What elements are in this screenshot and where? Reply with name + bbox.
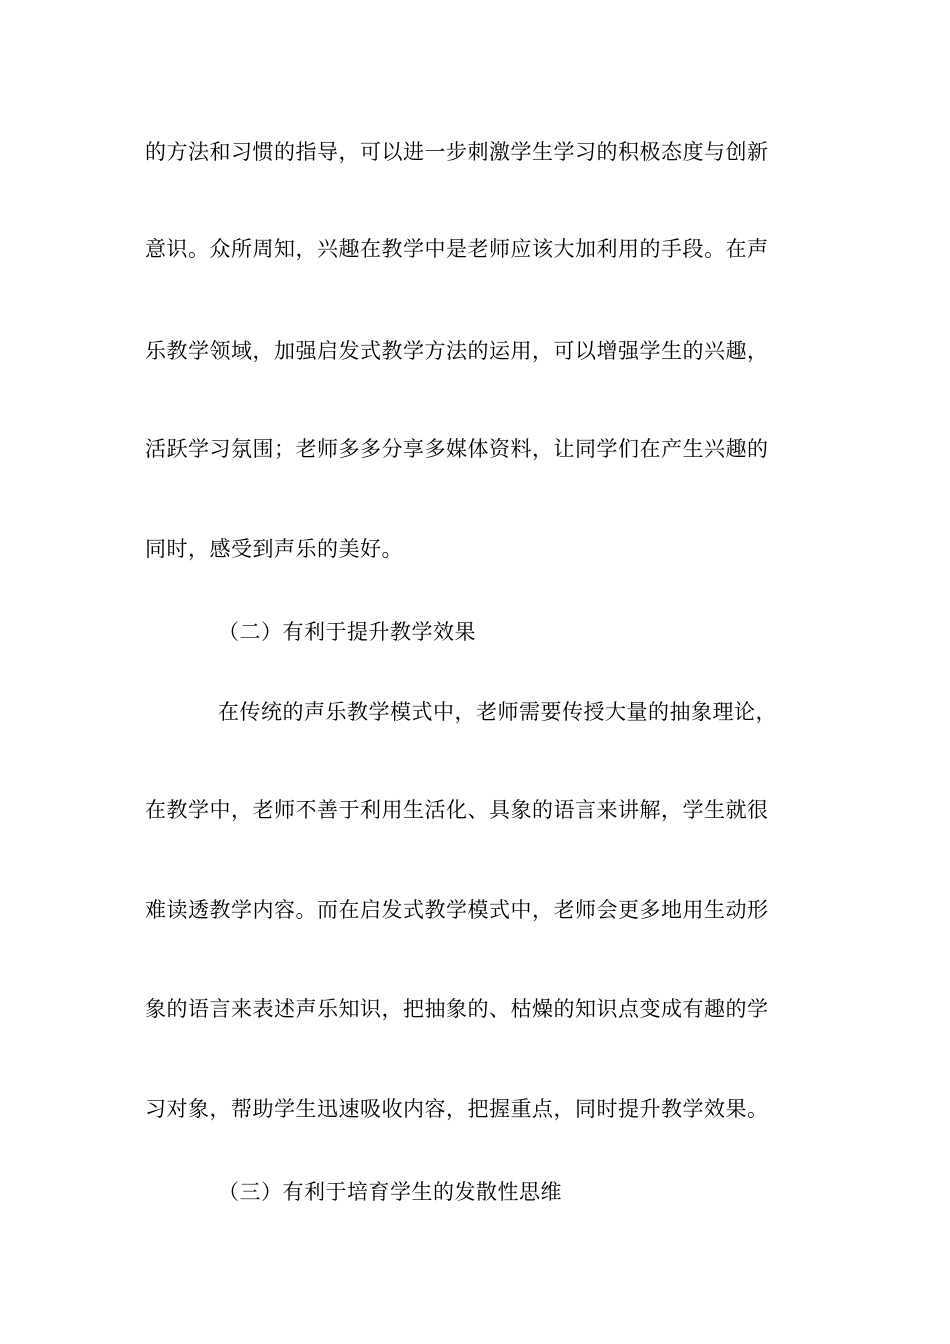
paragraph-line-2: 意识。众所周知，兴趣在教学中是老师应该大加利用的手段。在声: [145, 237, 769, 261]
paragraph-line-9: 象的语言来表述声乐知识，把抽象的、枯燥的知识点变成有趣的学: [145, 997, 769, 1021]
paragraph-line-6: 在传统的声乐教学模式中，老师需要传授大量的抽象理论，: [218, 700, 777, 724]
paragraph-line-1: 的方法和习惯的指导，可以进一步刺激学生学习的积极态度与创新: [145, 140, 769, 164]
paragraph-line-3: 乐教学领域，加强启发式教学方法的运用，可以增强学生的兴趣，: [145, 339, 769, 363]
paragraph-line-4: 活跃学习氛围；老师多多分享多媒体资料，让同学们在产生兴趣的: [145, 437, 769, 461]
paragraph-line-5: 同时，感受到声乐的美好。: [145, 537, 403, 561]
paragraph-line-8: 难读透教学内容。而在启发式教学模式中，老师会更多地用生动形: [145, 898, 769, 922]
paragraph-line-7: 在教学中，老师不善于利用生活化、具象的语言来讲解，学生就很: [145, 798, 769, 822]
section-heading-3: （三）有利于培育学生的发散性思维: [218, 1180, 562, 1204]
paragraph-line-10: 习对象，帮助学生迅速吸收内容，把握重点，同时提升教学效果。: [145, 1097, 769, 1121]
section-heading-2: （二）有利于提升教学效果: [218, 620, 476, 644]
